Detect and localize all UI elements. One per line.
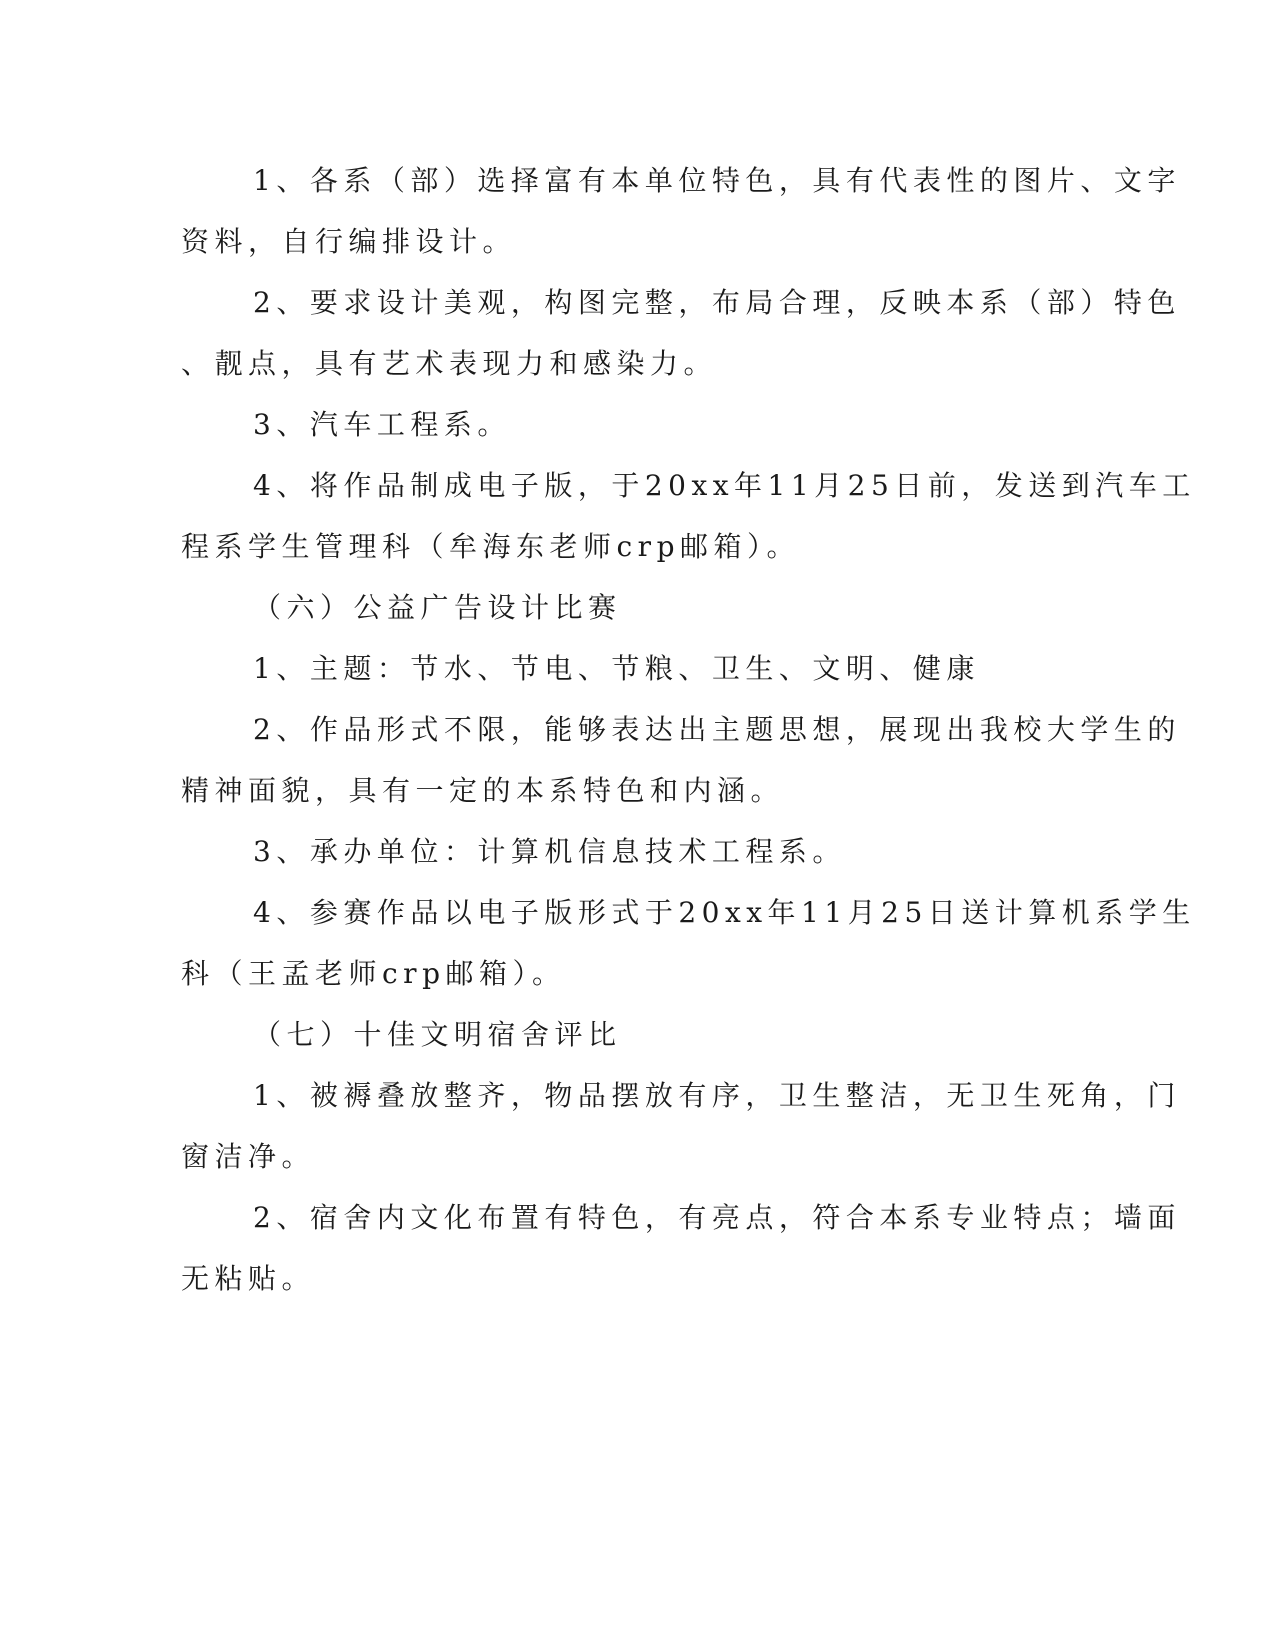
paragraph-line: 资料，自行编排设计。 [181, 225, 517, 258]
paragraph-line: 程系学生管理科（牟海东老师crp邮箱）。 [181, 530, 800, 563]
paragraph-line: 精神面貌，具有一定的本系特色和内涵。 [181, 774, 785, 807]
paragraph-line: 窗洁净。 [181, 1140, 316, 1173]
paragraph-line: 2、作品形式不限，能够表达出主题思想，展现出我校大学生的 [253, 713, 1181, 746]
paragraph-line: 4、将作品制成电子版，于20xx年11月25日前，发送到汽车工 [253, 469, 1196, 502]
paragraph-line: 2、要求设计美观，构图完整，布局合理，反映本系（部）特色 [253, 286, 1181, 319]
paragraph-line: 1、主题：节水、节电、节粮、卫生、文明、健康 [253, 652, 980, 685]
document-page [181, 150, 1196, 1309]
paragraph-line: 1、被褥叠放整齐，物品摆放有序，卫生整洁，无卫生死角，门 [253, 1079, 1181, 1112]
section-heading: （六）公益广告设计比赛 [253, 591, 622, 624]
paragraph-line: 1、各系（部）选择富有本单位特色，具有代表性的图片、文字 [253, 164, 1181, 197]
paragraph-line: 科（王孟老师crp邮箱）。 [181, 957, 566, 990]
paragraph-line: 、靓点，具有艺术表现力和感染力。 [181, 347, 718, 380]
paragraph-line: 无粘贴。 [181, 1262, 316, 1295]
paragraph-line: 2、宿舍内文化布置有特色，有亮点，符合本系专业特点；墙面 [253, 1201, 1181, 1234]
section-heading: （七）十佳文明宿舍评比 [253, 1018, 622, 1051]
paragraph-line: 3、承办单位：计算机信息技术工程系。 [253, 835, 846, 868]
paragraph-line: 4、参赛作品以电子版形式于20xx年11月25日送计算机系学生 [253, 896, 1196, 929]
paragraph-line: 3、汽车工程系。 [253, 408, 511, 441]
